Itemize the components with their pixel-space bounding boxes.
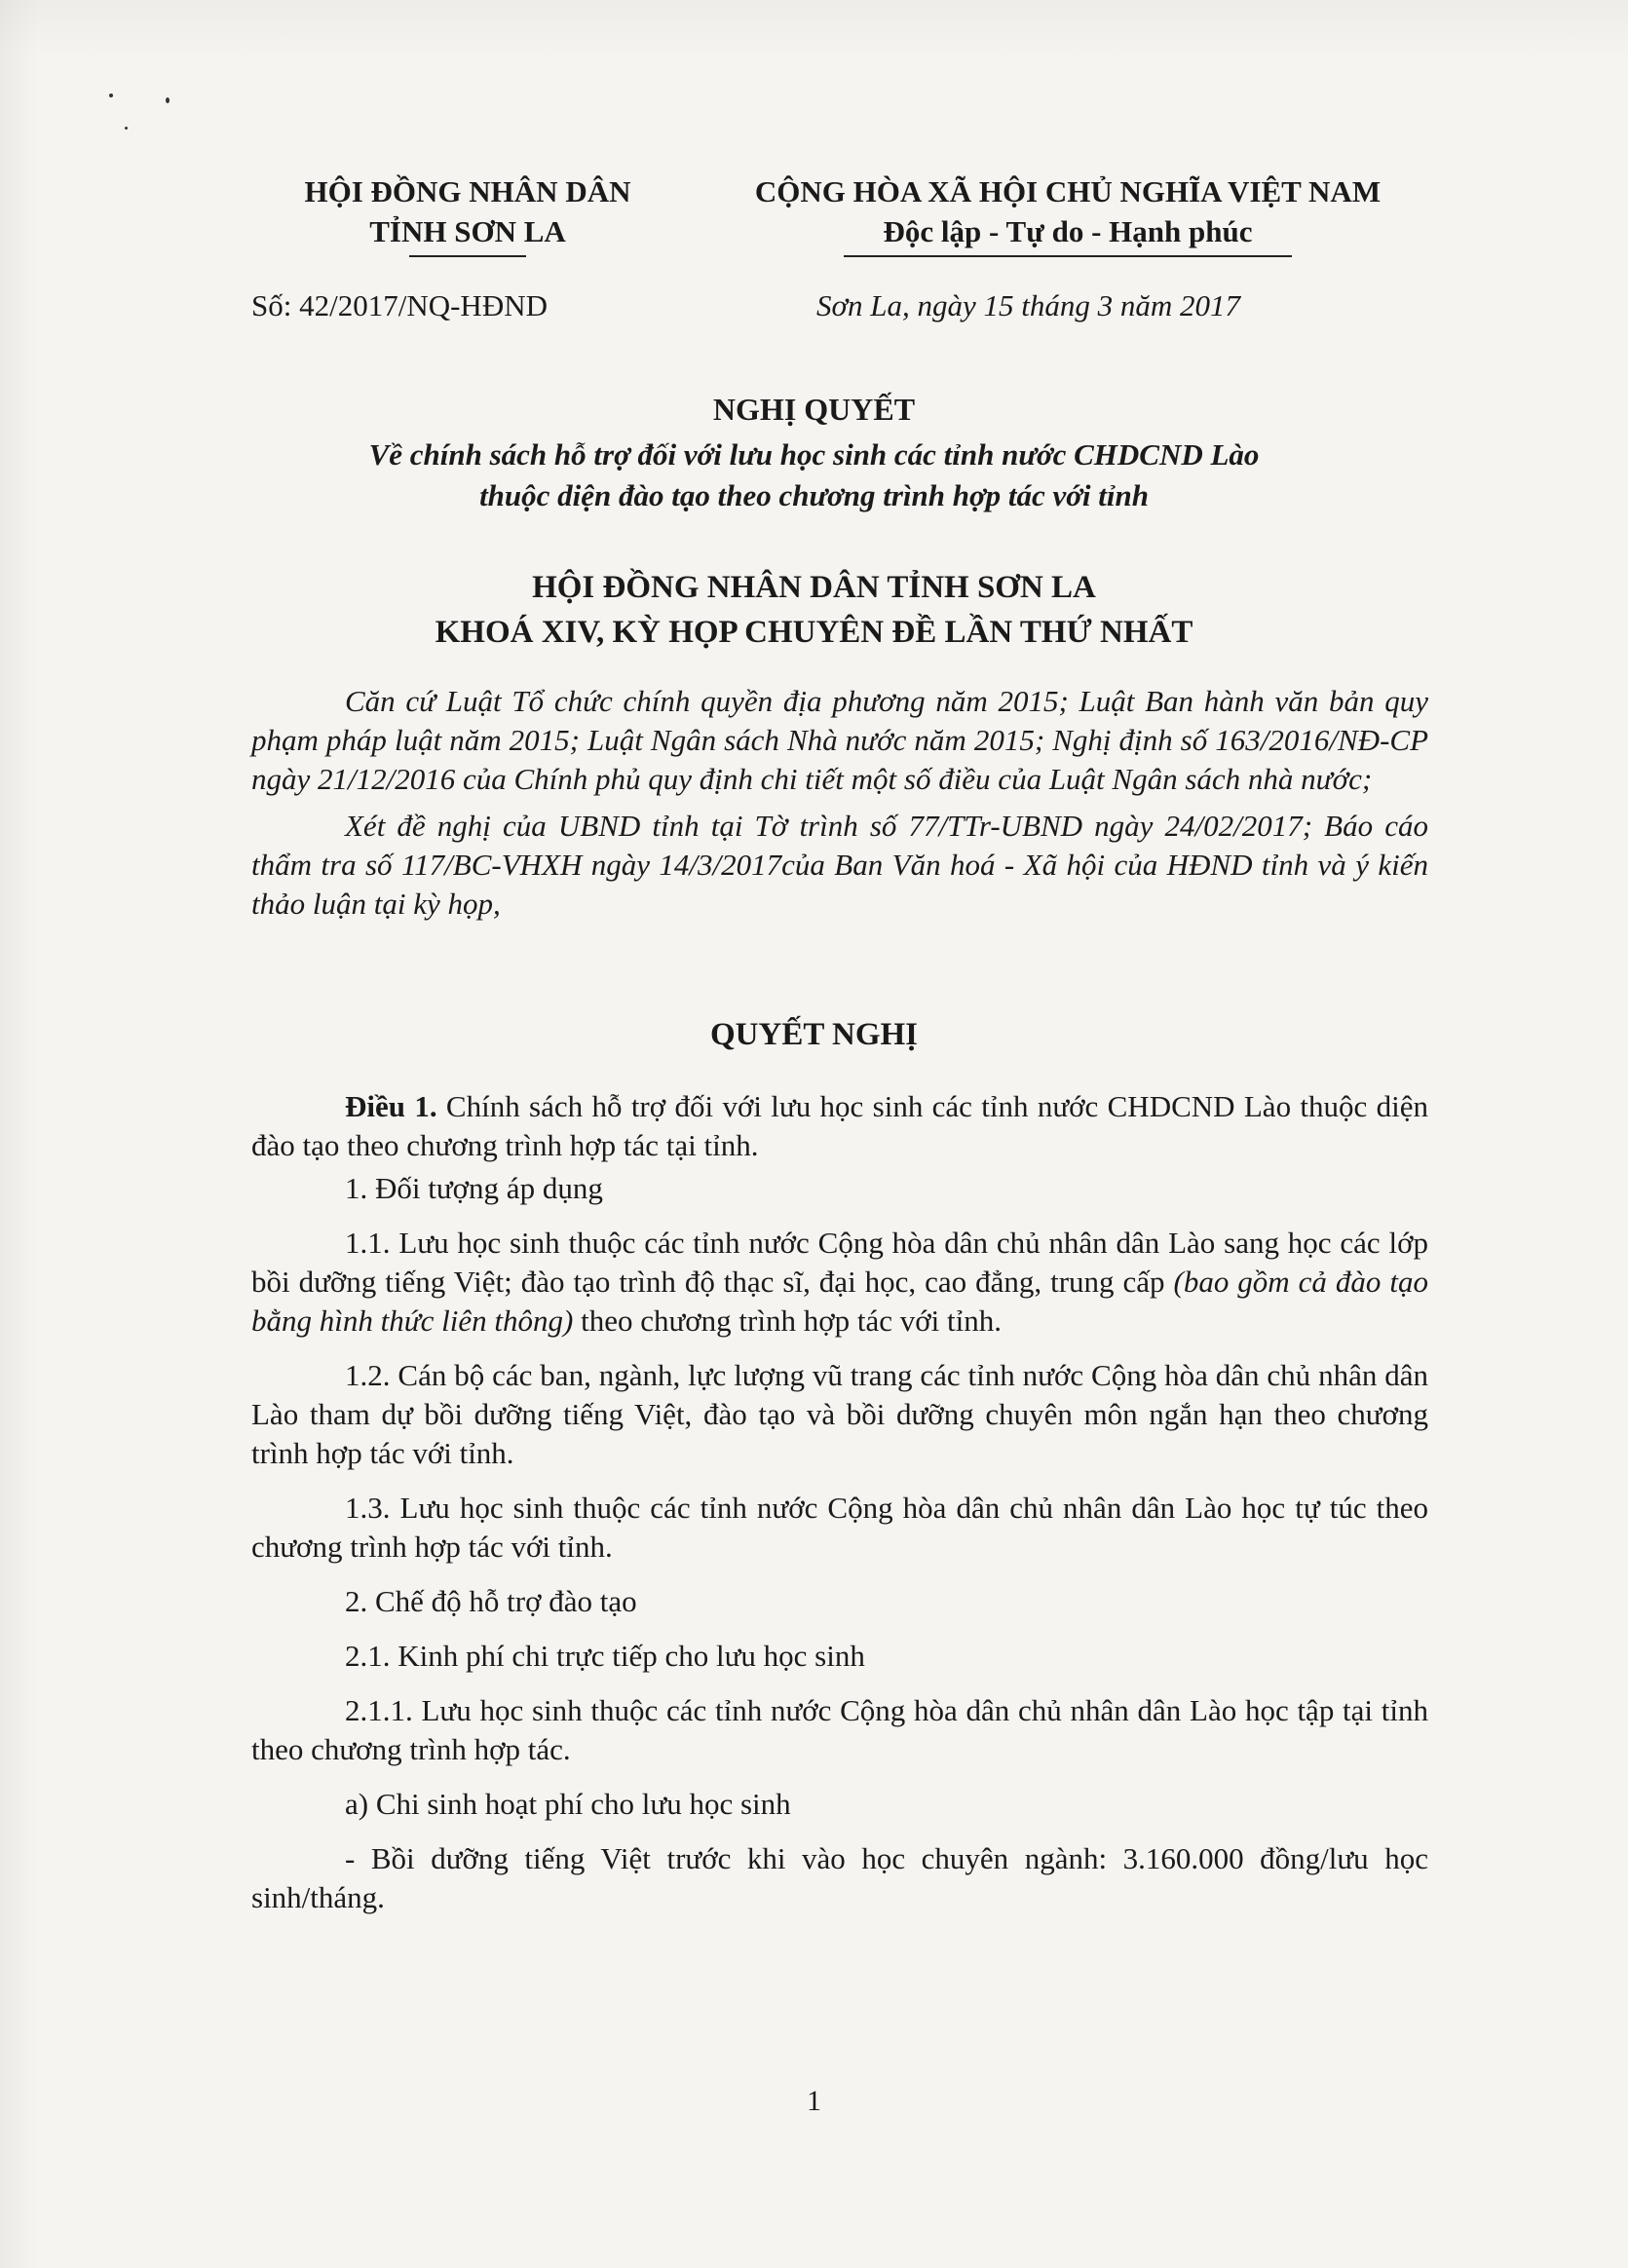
preamble-basis: Căn cứ Luật Tổ chức chính quyền địa phương năm 2015; Luật Ban hành văn bản quy phạm pháp luật năm 2015; Luật Ngân sách Nhà nước năm 2015; Nghị định số 163/2016/NĐ-CP ngày 21/12/2016 của Chính phủ quy định chi tiết một số điều của Luật Ngân sách nhà nước; (251, 684, 1428, 796)
section-1-1 (251, 1224, 1428, 1341)
scan-speck (166, 97, 170, 103)
subject-line2: thuộc diện đào tạo theo chương trình hợp tác với tỉnh (479, 478, 1149, 512)
issuer-underline (409, 255, 526, 257)
section-1-1-note: (bao gồm cả đào tạo bằng hình thức liên thông) (251, 1265, 1428, 1338)
document-date: Sơn La, ngày 15 tháng 3 năm 2017 (816, 288, 1241, 322)
issuer-name-line1: HỘI ĐỒNG NHÂN DÂN (304, 174, 631, 208)
document-type: NGHỊ QUYẾT (712, 392, 916, 427)
council-name: HỘI ĐỒNG NHÂN DÂN TỈNH SƠN LA (532, 570, 1096, 605)
issuing-council (0, 565, 1628, 655)
section-1-2: 1.2. Cán bộ các ban, ngành, lực lượng vũ trang các tỉnh nước Cộng hòa dân chủ nhân dân Lào tham dự bồi dưỡng tiếng Việt, đào tạo và bồi dưỡng chuyên môn ngắn hạn theo chương trình hợp tác với tỉnh. (251, 1358, 1428, 1470)
section-1-1-text-b: theo chương trình hợp tác với tỉnh. (573, 1304, 1002, 1338)
national-header (707, 171, 1428, 257)
document-subject (0, 435, 1628, 516)
issuer-header (253, 171, 682, 257)
preamble-consideration: Xét đề nghị của UBND tỉnh tại Tờ trình số 77/TTr-UBND ngày 24/02/2017; Báo cáo thẩm tra số 117/BC-VHXH ngày 14/3/2017của Ban Văn hoá - Xã hội của HĐND tỉnh và ý kiến thảo luận tại kỳ họp, (251, 809, 1428, 921)
scan-speck (125, 127, 128, 130)
document-body (251, 1087, 1428, 1917)
section-1-heading: 1. Đối tượng áp dụng (345, 1171, 603, 1205)
preamble (251, 682, 1428, 924)
article-1-text: Chính sách hỗ trợ đối với lưu học sinh các tỉnh nước CHDCND Lào thuộc diện đào tạo theo chương trình hợp tác tại tỉnh. (251, 1089, 1428, 1162)
national-motto: Độc lập - Tự do - Hạnh phúc (883, 214, 1253, 248)
section-2-1-1: 2.1.1. Lưu học sinh thuộc các tỉnh nước Cộng hòa dân chủ nhân dân Lào học tập tại tỉnh theo chương trình hợp tác. (251, 1693, 1428, 1766)
article-1-label: Điều 1. (345, 1089, 437, 1123)
section-a-item-1: - Bồi dưỡng tiếng Việt trước khi vào học chuyên ngành: 3.160.000 đồng/lưu học sinh/tháng. (251, 1841, 1428, 1914)
section-2-1: 2.1. Kinh phí chi trực tiếp cho lưu học sinh (345, 1639, 865, 1673)
section-1-1-text-a: 1.1. Lưu học sinh thuộc các tỉnh nước Cộng hòa dân chủ nhân dân Lào sang học các lớp bồi dưỡng tiếng Việt; đào tạo trình độ thạc sĩ, đại học, cao đẳng, trung cấp (251, 1226, 1428, 1299)
section-1-3: 1.3. Lưu học sinh thuộc các tỉnh nước Cộng hòa dân chủ nhân dân Lào học tự túc theo chương trình hợp tác với tỉnh. (251, 1491, 1428, 1564)
article-1 (251, 1087, 1428, 1165)
section-a-heading: a) Chi sinh hoạt phí cho lưu học sinh (345, 1787, 791, 1821)
subject-line1: Về chính sách hỗ trợ đối với lưu học sinh các tỉnh nước CHDCND Lào (368, 437, 1260, 472)
document-number: Số: 42/2017/NQ-HĐND (251, 288, 548, 322)
issuer-name-line2: TỈNH SƠN LA (369, 214, 566, 248)
council-session: KHOÁ XIV, KỲ HỌP CHUYÊN ĐỀ LẦN THỨ NHẤT (435, 615, 1193, 650)
section-2-heading: 2. Chế độ hỗ trợ đào tạo (345, 1584, 637, 1618)
decision-heading: QUYẾT NGHỊ (709, 1017, 919, 1052)
motto-underline (844, 255, 1292, 257)
national-title: CỘNG HÒA XÃ HỘI CHỦ NGHĨA VIỆT NAM (754, 174, 1382, 208)
page-number: 1 (807, 2085, 821, 2117)
scan-speck (109, 94, 113, 97)
